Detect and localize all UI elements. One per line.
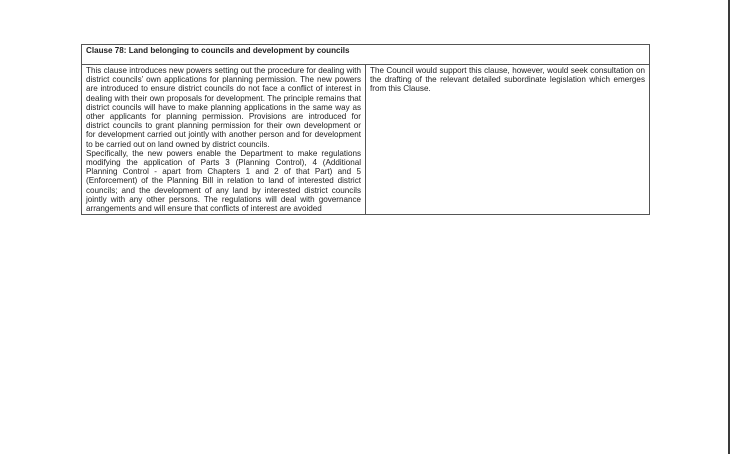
clause-description-cell bbox=[82, 65, 366, 215]
clause-table bbox=[81, 44, 650, 215]
content-row bbox=[82, 65, 650, 215]
clause-heading: Clause 78: Land belonging to councils and development by councils bbox=[82, 45, 650, 65]
description-paragraph-2: Specifically, the new powers enable the Department to make regulations modifying the application of Parts 3 (Planning Control), 4 (Additional Planning Control - apart from Chapters 1 and 2 of that Part) and 5 (Enforcement) of the Planning Bill in relation to land of interested district councils; and the development of any land by interested district councils jointly with any other persons. The regulations will deal with governance arrangements and will ensure that conflicts of interest are avoided bbox=[86, 148, 361, 214]
council-response-cell bbox=[366, 65, 650, 215]
council-response-text: The Council would support this clause, however, would seek consultation on the drafting of the relevant detailed subordinate legislation which emerges from this Clause. bbox=[370, 66, 645, 94]
heading-row bbox=[82, 45, 650, 65]
description-paragraph-1: This clause introduces new powers setting out the procedure for dealing with district councils’ own applications for planning permission. The new powers are introduced to ensure district councils do not face a conflict of interest in dealing with their own proposals for development. The principle remains that district councils will have to make planning applications in the same way as other applicants for planning permission. Provisions are introduced for district councils to grant planning permission for their own development or for development carried out jointly with another person and for development to be carried out on land owned by district councils. bbox=[86, 66, 361, 149]
